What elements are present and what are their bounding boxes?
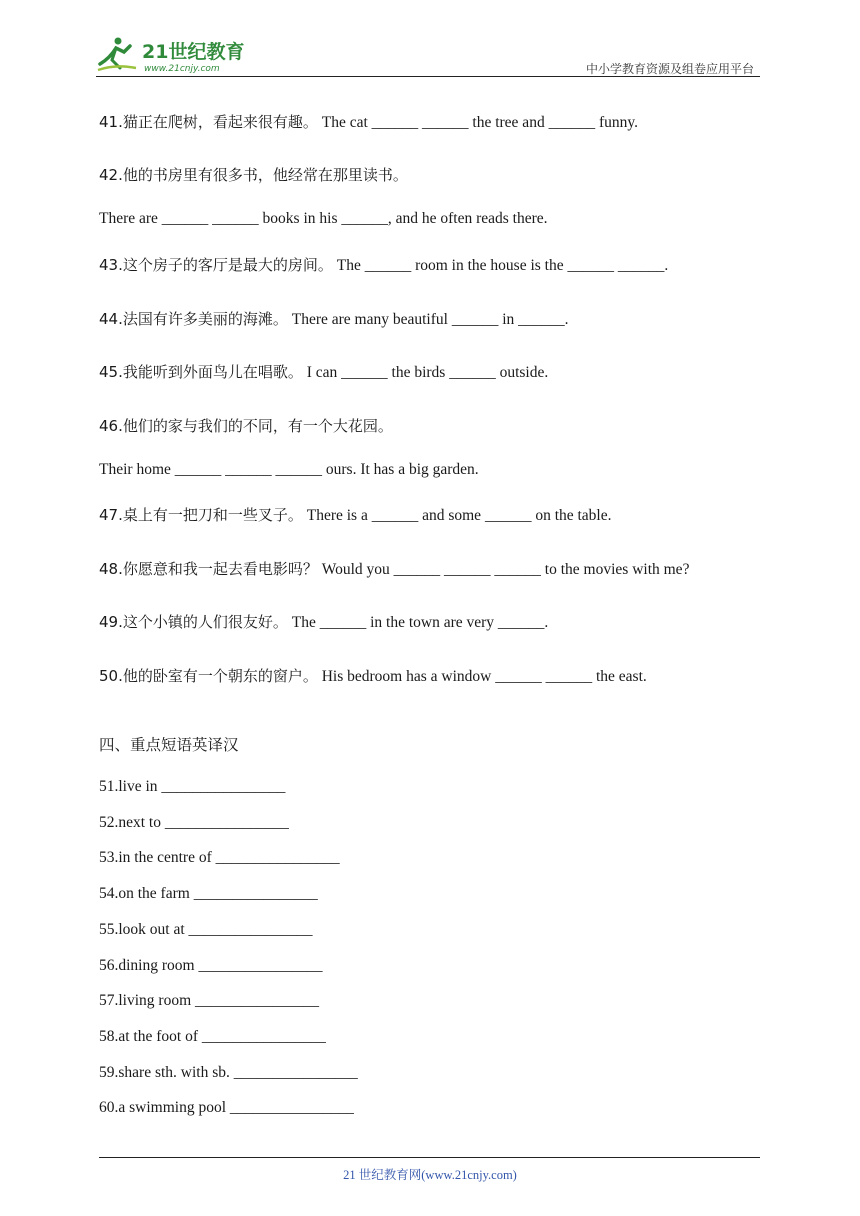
question-zh: 46.他们的家与我们的不同，有一个大花园。 [99, 417, 393, 435]
phrase-item: 59.share sth. with sb. ________________ [99, 1064, 358, 1081]
page-header [96, 30, 760, 78]
question-45 [99, 362, 548, 383]
question-42-en [99, 209, 548, 229]
question-en: Would you ______ ______ ______ to the movies with me? [321, 561, 690, 578]
question-zh: 44.法国有许多美丽的海滩。 [99, 310, 288, 328]
question-41 [99, 112, 638, 133]
footer-divider [99, 1157, 760, 1158]
question-zh: 42.他的书房里有很多书，他经常在那里读书。 [99, 166, 408, 184]
page-footer: 21 世纪教育网(www.21cnjy.com) [343, 1168, 517, 1182]
question-46-zh [99, 416, 393, 437]
phrase-item: 54.on the farm ________________ [99, 885, 318, 902]
site-logo [96, 34, 256, 74]
header-divider [96, 76, 760, 77]
phrase-item: 56.dining room ________________ [99, 957, 323, 974]
phrase-item: 55.look out at ________________ [99, 921, 313, 938]
question-en: There is a ______ and some ______ on the table. [306, 507, 612, 524]
question-en: The cat ______ ______ the tree and ______ funny. [321, 114, 638, 131]
question-zh: 48.你愿意和我一起去看电影吗？ [99, 560, 318, 578]
question-49 [99, 612, 548, 633]
question-en: The ______ in the town are very ______. [291, 614, 549, 631]
question-48 [99, 559, 689, 580]
question-zh: 41.猫正在爬树，看起来很有趣。 [99, 113, 318, 131]
question-43 [99, 255, 668, 276]
runner-icon [98, 38, 136, 71]
question-50 [99, 666, 647, 687]
header-platform-label: 中小学教育资源及组卷应用平台 [585, 62, 754, 76]
phrase-item: 58.at the foot of ________________ [99, 1028, 326, 1045]
phrase-item: 52.next to ________________ [99, 814, 289, 831]
question-zh: 50.他的卧室有一个朝东的窗户。 [99, 667, 318, 685]
phrase-item: 57.living room ________________ [99, 992, 320, 1009]
question-47 [99, 505, 612, 526]
phrase-item: 51.live in ________________ [99, 778, 286, 795]
question-46-en [99, 460, 479, 480]
question-en: His bedroom has a window ______ ______ the east. [321, 668, 647, 685]
question-en: The ______ room in the house is the ______ ______. [336, 257, 669, 274]
question-zh: 43.这个房子的客厅是最大的房间。 [99, 256, 333, 274]
question-en: There are many beautiful ______ in ______. [291, 311, 569, 328]
question-zh: 45.我能听到外面鸟儿在唱歌。 [99, 363, 303, 381]
phrase-item: 53.in the centre of ________________ [99, 849, 340, 866]
section-title: 四、重点短语英译汉 [99, 736, 239, 754]
question-zh: 47.桌上有一把刀和一些叉子。 [99, 506, 303, 524]
question-44 [99, 309, 569, 330]
logo-text: 21世纪教育 [142, 41, 245, 63]
question-en: There are ______ ______ books in his ______, and he often reads there. [99, 210, 548, 227]
logo-url-text: www.21cnjy.com [144, 64, 220, 74]
phrase-item: 60.a swimming pool ________________ [99, 1099, 354, 1116]
question-en: I can ______ the birds ______ outside. [306, 364, 549, 381]
question-42-zh [99, 165, 408, 186]
question-en: Their home ______ ______ ______ ours. It has a big garden. [99, 461, 479, 478]
question-zh: 49.这个小镇的人们很友好。 [99, 613, 288, 631]
